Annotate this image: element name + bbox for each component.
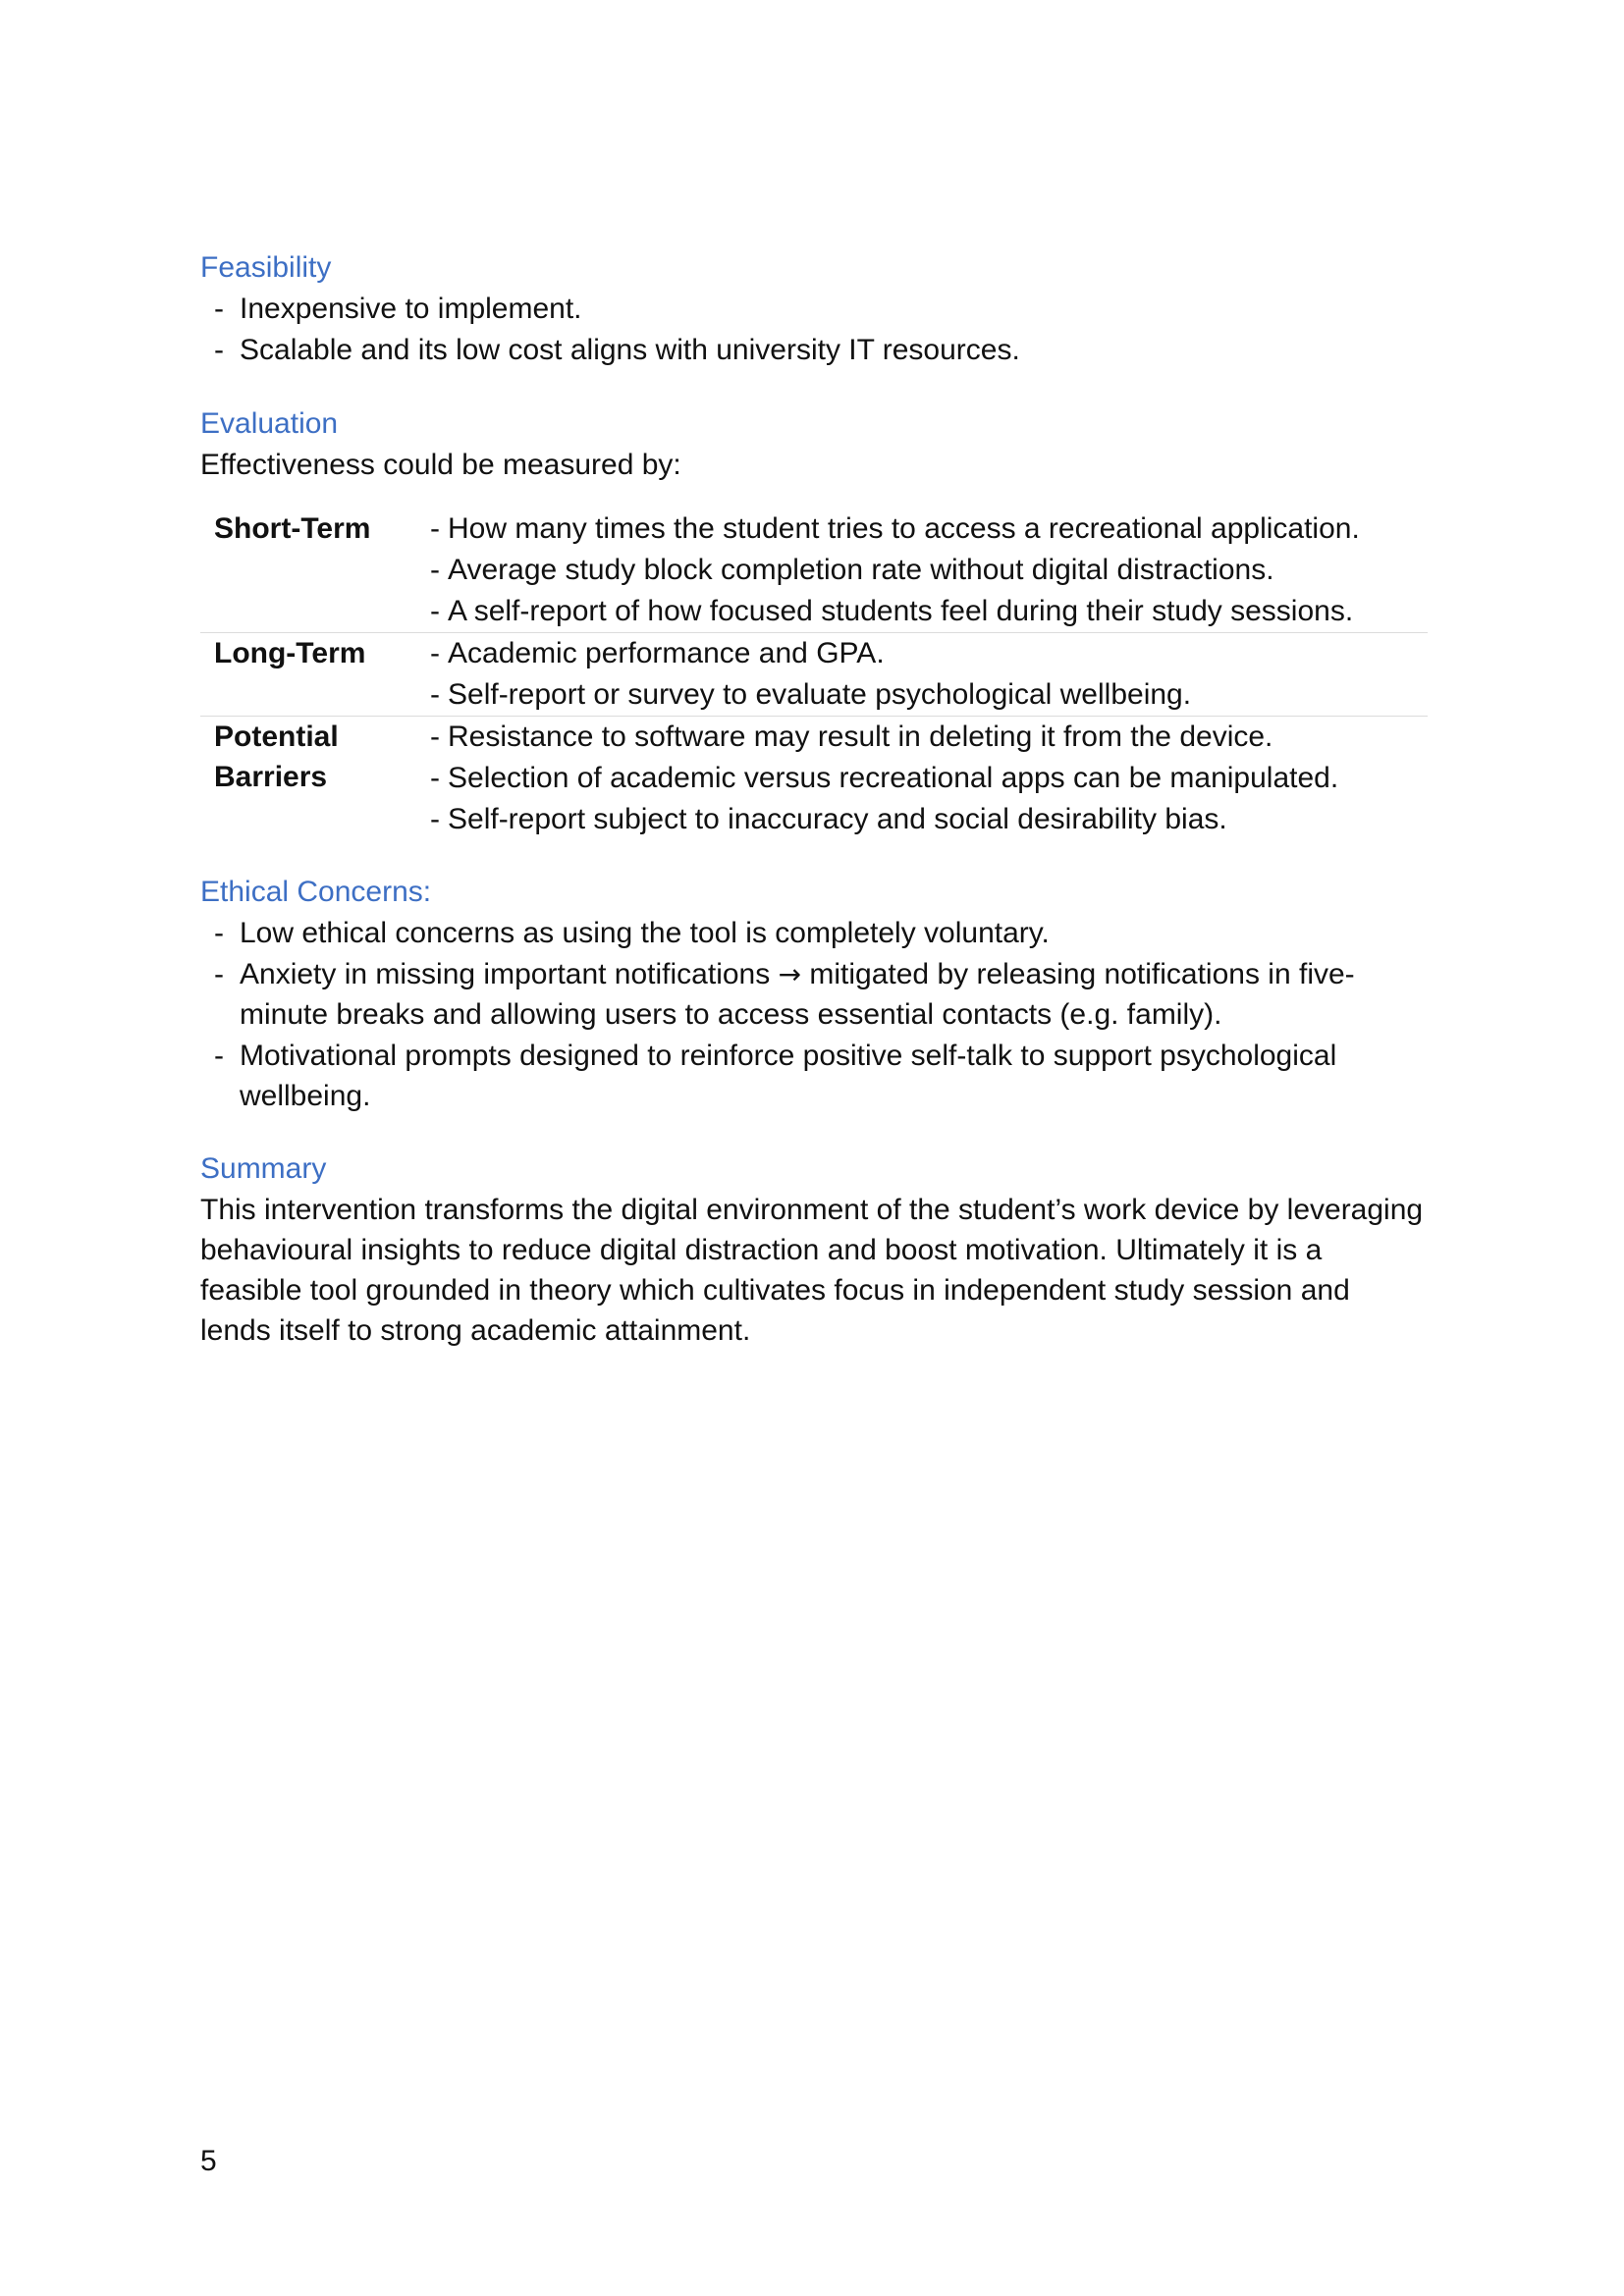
evaluation-table — [200, 508, 1428, 840]
item-text: mitigated by releasing notifications in five-minute breaks and allowing users to access essential contacts (e.g. family). — [240, 957, 1355, 1031]
list-item: - How many times the student tries to access a recreational application. — [410, 508, 1428, 550]
ethical-heading: Ethical Concerns: — [200, 876, 432, 908]
list-item: - Self-report or survey to evaluate psychological wellbeing. — [410, 674, 1428, 716]
right-arrow-icon: → — [778, 957, 802, 990]
list-item: - Scalable and its low cost aligns with university IT resources. — [200, 330, 1428, 371]
page-content — [200, 247, 1428, 1378]
list-item: - Low ethical concerns as using the tool is completely voluntary. — [200, 913, 1428, 954]
evaluation-section — [200, 403, 1428, 840]
summary-section — [200, 1148, 1428, 1351]
row-items — [410, 633, 1428, 716]
row-label: Long-Term — [200, 633, 410, 717]
evaluation-heading: Evaluation — [200, 407, 339, 440]
list-item: - A self-report of how focused students feel during their study sessions. — [410, 591, 1428, 632]
row-label: Potential Barriers — [214, 721, 339, 793]
row-items — [410, 508, 1428, 632]
ethical-list — [200, 913, 1428, 1117]
list-item: - Selection of academic versus recreational apps can be manipulated. — [410, 758, 1428, 799]
evaluation-intro: Effectiveness could be measured by: — [200, 449, 681, 481]
list-item: - Self-report subject to inaccuracy and social desirability bias. — [410, 799, 1428, 840]
list-item: - Academic performance and GPA. — [410, 633, 1428, 674]
summary-heading: Summary — [200, 1151, 327, 1185]
item-text: Anxiety in missing important notifications — [240, 957, 779, 990]
feasibility-heading: Feasibility — [200, 251, 332, 284]
list-item: - Inexpensive to implement. — [200, 289, 1428, 330]
list-item: - Resistance to software may result in deleting it from the device. — [410, 717, 1428, 758]
feasibility-section — [200, 247, 1428, 370]
row-items — [410, 717, 1428, 840]
table-row — [200, 633, 1428, 717]
list-item: - Average study block completion rate without digital distractions. — [410, 550, 1428, 591]
ethical-section — [200, 872, 1428, 1117]
list-item: - Motivational prompts designed to reinforce positive self-talk to support psychological wellbeing. — [200, 1036, 1428, 1117]
page-number: 5 — [200, 2145, 217, 2177]
feasibility-list — [200, 289, 1428, 370]
row-label: Short-Term — [200, 508, 410, 633]
list-item — [200, 954, 1428, 1036]
table-row — [200, 508, 1428, 633]
table-row — [200, 717, 1428, 841]
summary-text: This intervention transforms the digital environment of the student’s work device by leveraging behavioural insights to reduce digital distraction and boost motivation. Ultimately it is a feasible tool grounded in theory which cultivates focus in independent study session and lends itself to strong academic attainment. — [200, 1193, 1424, 1347]
